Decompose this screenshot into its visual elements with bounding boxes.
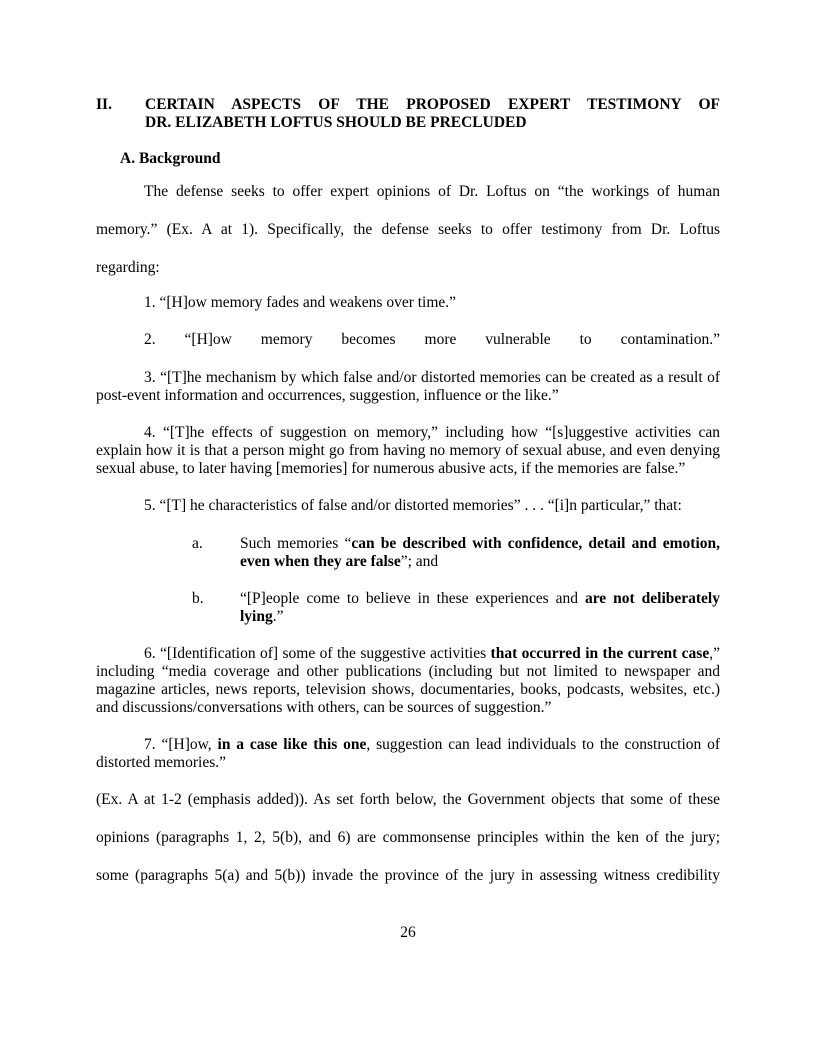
closing-line-1: (Ex. A at 1-2 (emphasis added)). As set forth below, the Government objects that some of these [96, 791, 720, 808]
list-item-5a-emphasis: can be described with confidence, detail and emotion, even when they are false [240, 535, 720, 570]
section-title-line1: CERTAIN ASPECTS OF THE PROPOSED EXPERT TESTIMONY OF [145, 96, 720, 113]
list-item-5a-text [240, 535, 720, 571]
list-item-7-post: , suggestion can lead individuals to the construction of distorted memories.” [96, 736, 721, 771]
page-number: 26 [400, 924, 416, 941]
section-title-line2: DR. ELIZABETH LOFTUS SHOULD BE PRECLUDED [145, 114, 527, 131]
intro-line-3: regarding: [96, 259, 160, 276]
list-item-5: 5. “[T] he characteristics of false and/or distorted memories” . . . “[i]n particular,” that: [144, 497, 682, 514]
intro-line-1: The defense seeks to offer expert opinions of Dr. Loftus on “the workings of human [144, 183, 720, 200]
list-item-5a-post: ”; and [400, 553, 439, 570]
section-number: II. [96, 96, 112, 113]
list-item-7-emphasis: in a case like this one [217, 736, 367, 753]
list-item-1: 1. “[H]ow memory fades and weakens over time.” [144, 294, 457, 311]
list-item-6-post: ,” including “media coverage and other publications (including but not limited to newspaper and magazine articles, news reports, television shows, documentaries, books, podcasts, websites, etc.) and discussions/conversations with others, can be sources of suggestion.” [96, 645, 720, 716]
section-title [145, 96, 720, 132]
list-item-7-pre: 7. “[H]ow, [144, 736, 218, 753]
list-item-5a-pre: Such memories “ [240, 535, 352, 552]
subsection-heading: A. Background [120, 150, 221, 167]
list-item-2: 2. “[H]ow memory becomes more vulnerable to contamination.” [144, 331, 720, 348]
list-item-5a-marker: a. [192, 535, 203, 552]
closing-line-2: opinions (paragraphs 1, 2, 5(b), and 6) are commonsense principles within the ken of the jury; [96, 829, 720, 846]
list-item-5b-post: .” [272, 608, 284, 625]
list-item-5b-pre: “[P]eople come to believe in these experiences and [240, 590, 585, 607]
list-item-6-pre: 6. “[Identification of] some of the suggestive activities [144, 645, 491, 662]
list-item-5b-emphasis: are not deliberately lying [240, 590, 720, 625]
list-item-3: 3. “[T]he mechanism by which false and/or distorted memories can be created as a result of post-event information and occurrences, suggestion, influence or the like.” [96, 369, 720, 404]
list-item-4: 4. “[T]he effects of suggestion on memory,” including how “[s]uggestive activities can explain how it is that a person might go from having no memory of sexual abuse, and even denying sexual abuse, to later having [memories] for numerous abusive acts, if the memories are false.” [96, 424, 720, 477]
list-item-6 [96, 645, 720, 717]
list-item-7 [96, 736, 720, 772]
list-item-6-emphasis: that occurred in the current case [490, 645, 710, 662]
list-item-5b-marker: b. [192, 590, 204, 607]
list-item-5b-text [240, 590, 720, 626]
intro-line-2: memory.” (Ex. A at 1). Specifically, the defense seeks to offer testimony from Dr. Loftus [96, 221, 720, 238]
closing-line-3: some (paragraphs 5(a) and 5(b)) invade the province of the jury in assessing witness credibility [96, 867, 720, 884]
